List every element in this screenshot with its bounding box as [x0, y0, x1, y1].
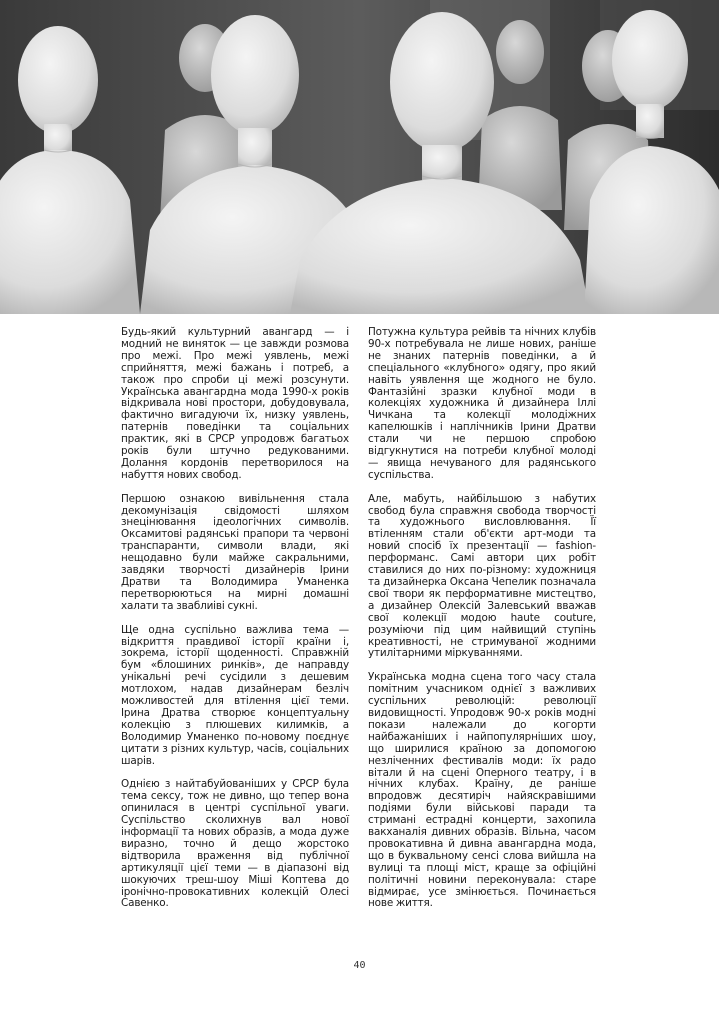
paragraph: Але, мабуть, найбільшою з набутих свобод була справжня свобода творчості та художнього висловлювання. Її втіленням стали об'єкти арт-моди та новий спосіб їх презентації — fashion-перформанс. Самі автори цих робіт ставилися до них по-різному: художниця та дизайнерка Оксана Чепелик позначала свої твори як перформативне мистецтво, а дизайнер Олексій Залевський вважав свої колекції модою haute couture, розуміючи під цим найвищий ступінь креативності, не стримуваної жодними утилітарними міркуваннями.	[368, 492, 596, 660]
paragraph: Будь-який культурний авангард — і модний не виняток — це завжди розмова про межі. Про межі уявлень, межі сприйняття, межі бажань і потреб, а також про спроби ці межі розсунути. Українська авангардна мода 1990-х років відкривала нові простори, добудовувала, фактично вигадуючи їх, низку уявлень, патернів поведінки та соціальних практик, які в СРСР упродовж багатьох років були штучно редукованими. Долання кордонів перетворилося на набуття нових свобод.	[121, 326, 349, 481]
text-column-right	[368, 327, 596, 922]
header-photo-mannequins	[0, 0, 719, 314]
paragraph: Першою ознакою вивільнення стала декомунізація свідомості шляхом знецінювання ідеологічних символів. Оксамитові радянські прапори та червоні транспаранти, символи влади, які нещодавно були майже сакральними, завдяки творчості дизайнерів Ірини Дратви та Володимира Уманенка перетворюються на мирні домашні халати та зваблиіві сукні.	[121, 492, 349, 612]
page-number: 40	[353, 960, 366, 971]
paragraph: Потужна культура рейвів та нічних клубів 90-х потребувала не лише нових, раніше не знаних патернів поведінки, а й спеціального «клубного» одягу, про який навіть уявлення ще жодного не було. Фантазійні зразки клубної моди в колекціях художника й дизайнера Іллі Чичкана та колекції молодіжних капелюшків і наплічників Ірини Дратви стали чи не першою спробою відгукнутися на потреби клубної молоді — явища нечуваного для радянського суспільства.	[368, 326, 596, 481]
paragraph: Українська модна сцена того часу стала помітним учасником однієї з важливих суспільних революцій: революції видовищності. Упродовж 90-х років модні покази належали до когорти найбажаніших і найпопулярніших шоу, що ширилися країною за допомогою незліченних фестивалів моди: їх радо вітали й на сцені Оперного театру, і в нічних клубах. Країну, де раніше впродовж десятиріч найяскравішими подіями були військові паради та стримані естрадні концерти, захопила вакханалія дивних образів. Вільна, часом провокативна й дивна авангардна мода, що в буквальному сенсі слова вийшла на вулиці та площі міст, краще за офіційні політичні новини переконувала: старе відмирає, усе змінюється. Починається нове життя.	[368, 671, 596, 910]
paragraph: Ще одна суспільно важлива тема — відкриття правдивої історії країни і, зокрема, історії щоденності. Справжній бум «блошиних ринків», де направду унікальні речі сусідили з дешевим мотлохом, надав дизайнерам безліч можливостей для втілення цієї теми. Ірина Дратва створює концептуальну колекцію з плюшевих килимків, а Володимир Уманенко по-новому поєднує цитати з різних культур, часів, соціальних шарів.	[121, 623, 349, 767]
paragraph: Однією з найтабуйованіших у СРСР була тема сексу, тож не дивно, що тепер вона опинилася в центрі суспільної уваги. Суспільство сколихнув вал нової інформації та нових образів, а мода дуже виразно, точно й дещо жорстоко відтворила враження від публічної артикуляції цієї теми — в діапазоні від шокуючих треш-шоу Міші Коптева до іронічно-провокативних колекцій Олесі Савенко.	[121, 778, 349, 910]
text-column-left	[121, 327, 349, 922]
